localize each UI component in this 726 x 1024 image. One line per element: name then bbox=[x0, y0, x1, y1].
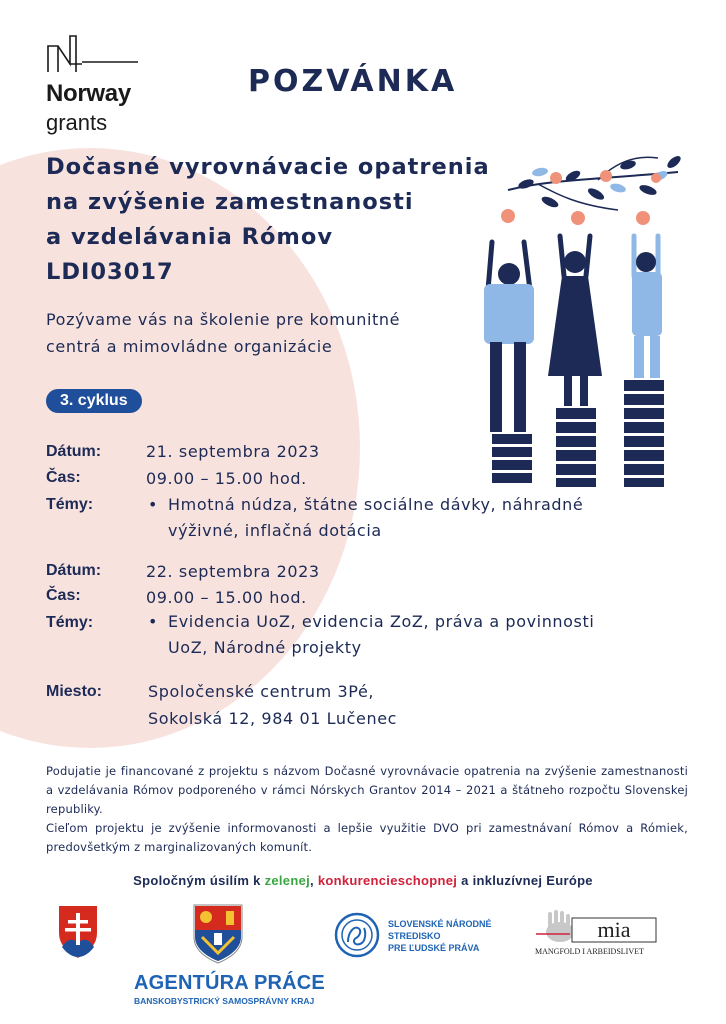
snslp-line: SLOVENSKÉ NÁRODNÉ bbox=[388, 919, 492, 929]
logo-text-norway: Norway bbox=[46, 80, 131, 107]
eu-slogan bbox=[0, 873, 726, 888]
slogan-blue: inkluzívnej bbox=[472, 873, 543, 888]
title-line: Dočasné vyrovnávacie opatrenia bbox=[46, 154, 490, 180]
topics-label: Témy: bbox=[46, 614, 94, 631]
snslp-line: PRE ĽUDSKÉ PRÁVA bbox=[388, 943, 480, 953]
place-line-2: Sokolská 12, 984 01 Lučenec bbox=[148, 709, 398, 728]
norway-grants-mark-icon bbox=[46, 34, 146, 74]
session-1-date: 21. septembra 2023 bbox=[146, 442, 320, 461]
session-1-time: 09.00 – 15.00 hod. bbox=[146, 469, 307, 488]
session-2-time: 09.00 – 15.00 hod. bbox=[146, 588, 307, 607]
funding-note bbox=[46, 762, 688, 857]
intro-text bbox=[46, 306, 400, 360]
bbsk-coat-of-arms-icon bbox=[192, 903, 244, 965]
mia-subtitle: MANGFOLD I ARBEIDSLIVET bbox=[535, 947, 644, 956]
bullet-icon: • bbox=[148, 495, 159, 514]
funding-paragraph-1: Podujatie je financované z projektu s názvom Dočasné vyrovnávacie opatrenia na zvýšenie zamestnanosti a vzdelávania Rómov podporeného v rámci Nórskych Grantov 2014 – 2021 a štátneho rozpočtu Slovenskej republiky. bbox=[46, 764, 688, 816]
session-2-topic-line-1: Evidencia UoZ, evidencia ZoZ, práva a povinnosti bbox=[168, 612, 595, 631]
slogan-red: konkurencieschopnej bbox=[317, 873, 458, 888]
snslp-name bbox=[388, 918, 492, 954]
people-reaching-illustration bbox=[478, 150, 688, 490]
funding-paragraph-2: Cieľom projektu je zvýšenie informovanosti a lepšie využitie DVO pri zamestnávaní Rómov a Rómiek, predovšetkým z marginalizovaných komunít. bbox=[46, 821, 688, 854]
title-line: na zvýšenie zamestnanosti bbox=[46, 189, 414, 215]
agency-subtitle: BANSKOBYSTRICKÝ SAMOSPRÁVNY KRAJ bbox=[134, 996, 315, 1006]
session-1-topic-line-2: výživné, inflačná dotácia bbox=[168, 521, 382, 540]
session-1-topics bbox=[148, 492, 583, 544]
mia-logo-icon bbox=[536, 908, 664, 948]
logo-text-grants: grants bbox=[46, 110, 108, 135]
slogan-part: Európe bbox=[542, 873, 593, 888]
session-2-topics bbox=[148, 609, 594, 661]
snslp-line: STREDISKO bbox=[388, 931, 441, 941]
intro-line: centrá a mimovládne organizácie bbox=[46, 337, 333, 356]
slogan-separator: , bbox=[310, 873, 318, 888]
snslp-logo-icon bbox=[334, 912, 380, 958]
page-heading: POZVÁNKA bbox=[248, 64, 458, 99]
date-label: Dátum: bbox=[46, 562, 102, 579]
slogan-part: Spoločným úsilím k bbox=[133, 873, 265, 888]
slogan-green: zelenej bbox=[264, 873, 311, 888]
intro-line: Pozývame vás na školenie pre komunitné bbox=[46, 310, 401, 329]
place-label: Miesto: bbox=[46, 683, 102, 700]
bullet-icon: • bbox=[148, 612, 159, 631]
cycle-badge: 3. cyklus bbox=[46, 389, 142, 413]
project-title bbox=[46, 150, 516, 290]
session-2-topic-line-2: UoZ, Národné projekty bbox=[168, 638, 362, 657]
place-line-1: Spoločenské centrum 3Pé, bbox=[148, 682, 375, 701]
time-label: Čas: bbox=[46, 469, 81, 486]
session-2-date: 22. septembra 2023 bbox=[146, 562, 320, 581]
topics-label: Témy: bbox=[46, 496, 94, 513]
slogan-part: a bbox=[457, 873, 473, 888]
agency-title: AGENTÚRA PRÁCE bbox=[134, 972, 325, 994]
title-line: a vzdelávania Rómov bbox=[46, 224, 333, 250]
slovak-coat-of-arms-icon bbox=[56, 903, 100, 961]
session-1-topic-line-1: Hmotná núdza, štátne sociálne dávky, náhradné bbox=[168, 495, 584, 514]
time-label: Čas: bbox=[46, 587, 81, 604]
title-line: LDI03017 bbox=[46, 259, 174, 285]
mia-logo-text: mia bbox=[597, 917, 631, 942]
date-label: Dátum: bbox=[46, 443, 102, 460]
